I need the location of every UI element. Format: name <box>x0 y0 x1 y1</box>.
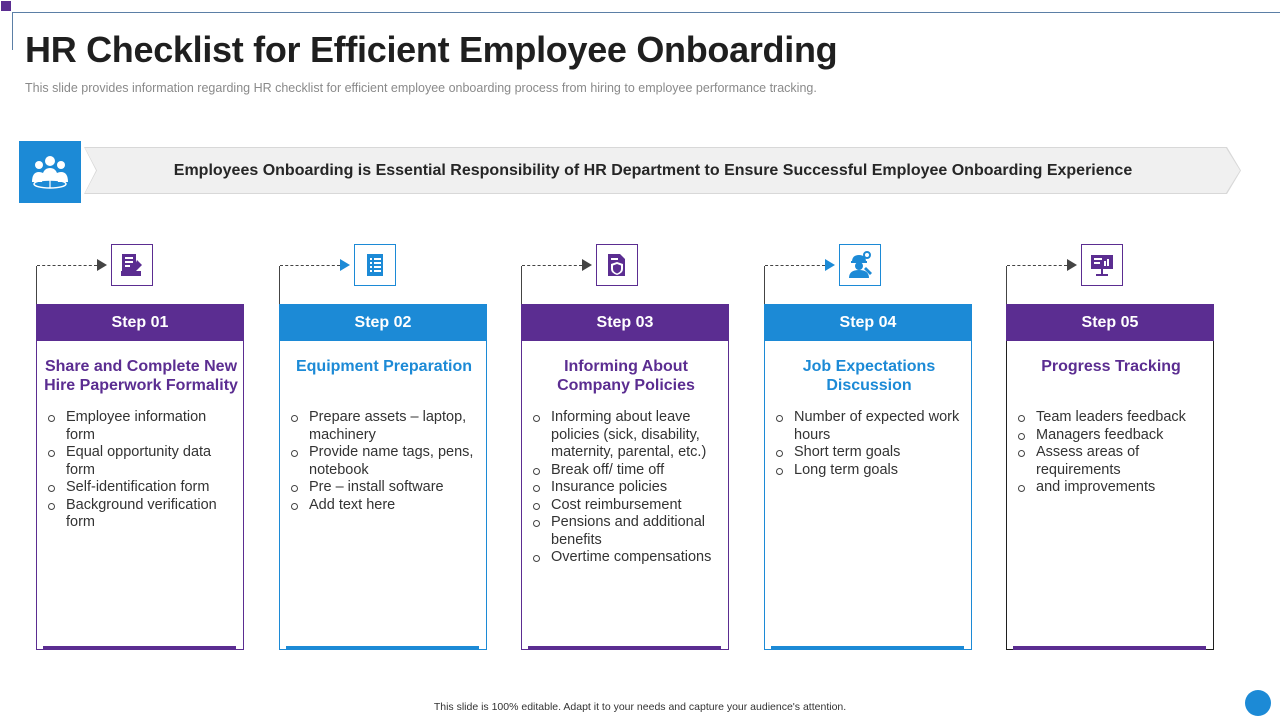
page-indicator-dot <box>1245 690 1271 716</box>
step-4-connector-dashed <box>765 265 825 266</box>
step-4-list <box>775 409 967 479</box>
list-item: and improvements <box>1017 479 1209 497</box>
step-3-connector-vertical <box>521 266 522 304</box>
banner-text: Employees Onboarding is Essential Responsibility of HR Department to Ensure Successful Employee Onboarding Experience <box>173 161 1133 179</box>
footer-note: This slide is 100% editable. Adapt it to your needs and capture your audience's attention. <box>433 701 847 713</box>
list-item: Provide name tags, pens, notebook <box>290 444 482 479</box>
list-item: Add text here <box>290 497 482 515</box>
step-2-bottom-bar <box>286 646 479 650</box>
step-3-list <box>532 409 724 567</box>
corner-accent-line <box>12 12 13 50</box>
worker-tools-icon <box>846 251 874 279</box>
step-1-title: Share and Complete New Hire Paperwork Formality <box>44 358 238 394</box>
list-item: Break off/ time off <box>532 462 724 480</box>
list-item: Prepare assets – laptop, machinery <box>290 409 482 444</box>
list-item: Equal opportunity data form <box>47 444 239 479</box>
step-5-header: Step 05 <box>1006 304 1214 341</box>
step-2-connector-dashed <box>280 265 340 266</box>
step-2-card <box>279 304 487 650</box>
page-title: HR Checklist for Efficient Employee Onboarding <box>25 29 838 70</box>
step-2-connector-vertical <box>279 266 280 304</box>
step-2-header: Step 02 <box>279 304 487 341</box>
list-item: Insurance policies <box>532 479 724 497</box>
corner-accent-square <box>1 1 11 11</box>
checklist-document-icon <box>362 252 388 278</box>
step-4-header: Step 04 <box>764 304 972 341</box>
step-1-connector-dashed <box>37 265 97 266</box>
banner-icon-box <box>19 141 81 203</box>
step-2-icon-box <box>354 244 396 286</box>
step-2-title: Equipment Preparation <box>295 358 473 375</box>
step-4-title: Job Expectations Discussion <box>802 358 936 394</box>
step-1-icon-box <box>111 244 153 286</box>
list-item: Assess areas of requirements <box>1017 444 1209 479</box>
step-3-header: Step 03 <box>521 304 729 341</box>
step-3-connector-dashed <box>522 265 582 266</box>
list-item: Informing about leave policies (sick, disability, maternity, parental, etc.) <box>532 409 724 462</box>
step-5-connector-dashed <box>1007 265 1067 266</box>
step-3-title: Informing About Company Policies <box>557 358 695 394</box>
step-1-header: Step 01 <box>36 304 244 341</box>
step-3-card <box>521 304 729 650</box>
step-5-bottom-bar <box>1013 646 1206 650</box>
step-2-list <box>290 409 482 514</box>
step-1-connector-vertical <box>36 266 37 304</box>
step-4-connector-vertical <box>764 266 765 304</box>
page-subtitle: This slide provides information regarding HR checklist for efficient employee onboarding process from hiring to employee performance tracking. <box>25 81 817 95</box>
step-4-connector-arrow <box>825 259 835 271</box>
list-item: Team leaders feedback <box>1017 409 1209 427</box>
step-1-list <box>47 409 239 532</box>
list-item: Background verification form <box>47 497 239 532</box>
list-item: Overtime compensations <box>532 549 724 567</box>
step-3-icon-box <box>596 244 638 286</box>
list-item: Long term goals <box>775 462 967 480</box>
step-2-connector-arrow <box>340 259 350 271</box>
step-4-card <box>764 304 972 650</box>
list-item: Managers feedback <box>1017 427 1209 445</box>
policy-shield-icon <box>604 252 630 278</box>
step-3-connector-arrow <box>582 259 592 271</box>
list-item: Pre – install software <box>290 479 482 497</box>
list-item: Employee information form <box>47 409 239 444</box>
list-item: Number of expected work hours <box>775 409 967 444</box>
step-1-card <box>36 304 244 650</box>
step-4-icon-box <box>839 244 881 286</box>
step-1-bottom-bar <box>43 646 236 650</box>
step-4-bottom-bar <box>771 646 964 650</box>
step-5-card <box>1006 304 1214 650</box>
step-3-bottom-bar <box>528 646 721 650</box>
list-item: Pensions and additional benefits <box>532 514 724 549</box>
step-1-connector-arrow <box>97 259 107 271</box>
team-group-icon <box>30 152 70 192</box>
list-item: Self-identification form <box>47 479 239 497</box>
step-5-connector-vertical <box>1006 266 1007 304</box>
list-item: Cost reimbursement <box>532 497 724 515</box>
top-divider-line <box>12 12 1280 13</box>
list-item: Short term goals <box>775 444 967 462</box>
step-5-title: Progress Tracking <box>1041 358 1181 375</box>
presentation-chart-icon <box>1089 252 1115 278</box>
paperwork-icon <box>119 252 145 278</box>
step-5-icon-box <box>1081 244 1123 286</box>
step-5-list <box>1017 409 1209 497</box>
step-5-connector-arrow <box>1067 259 1077 271</box>
